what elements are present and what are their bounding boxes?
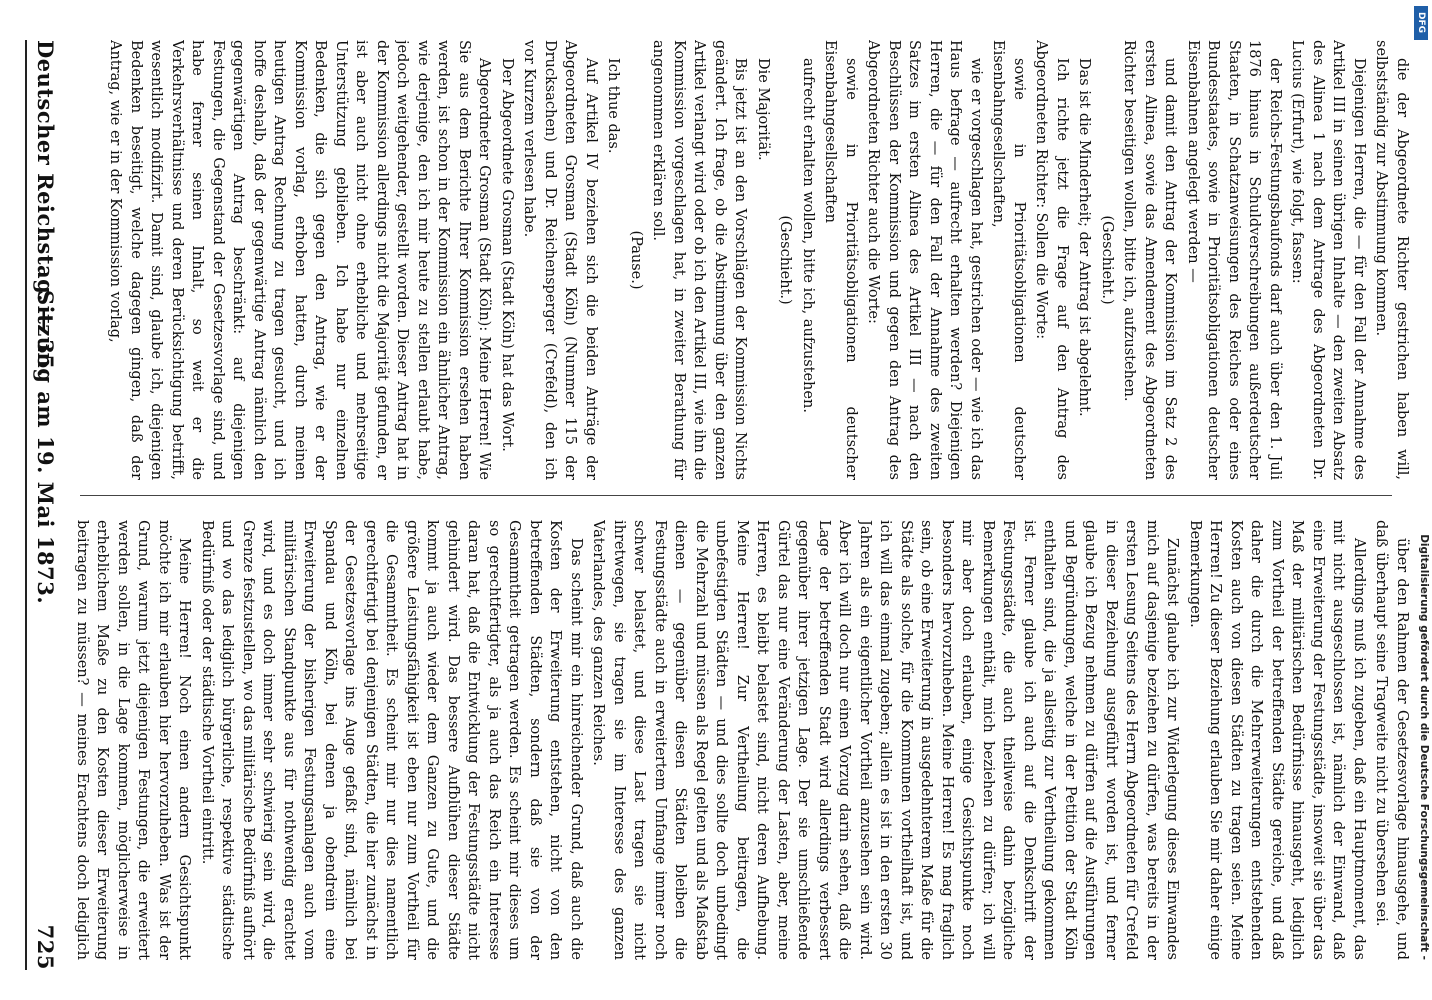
quoted-text: sowie in Prioritätsobligationen deutscher Eisenbahngesellschaften, bbox=[990, 40, 1027, 480]
header-title: Deutscher Reichstag. — 35. bbox=[33, 40, 58, 378]
dfg-logo: DFG bbox=[1414, 6, 1428, 40]
quoted-text: sowie in Prioritätsobligationen deutscher Eisenbahngesellschaften bbox=[822, 40, 859, 480]
text-column-right bbox=[70, 520, 1412, 960]
paragraph: und damit den Antrag der Kommission im Satz 2 des ersten Alinea, sowie das Amendement des Abgeordneten Richter beseitigen wollen, bitte ich, aufzustehen. bbox=[1121, 40, 1179, 480]
stamp-text: Digitalisierung gefördert durch die Deutsche Forschungsgemeinschaft - bbox=[1418, 534, 1430, 960]
stage-direction: (Geschieht.) bbox=[1099, 215, 1115, 305]
paragraph: aufrecht erhalten wollen, bitte ich, aufzustehen. bbox=[800, 58, 816, 413]
paragraph: Ich thue das. bbox=[605, 58, 622, 154]
paragraph: Auf Artikel IV beziehen sich die beiden Anträge der Abgeordneten Grosman (Stadt Köln) (Nummer 115 der Drucksachen) und Dr. Reichensperger (Crefeld), den ich vor Kurzem verlesen habe. bbox=[521, 40, 599, 480]
header-rule bbox=[25, 40, 27, 970]
paragraph: Diejenigen Herren, die — für den Fall der Annahme des Artikel III in seinen übrigen Inhalte — den zweiten Absatz des Alinea 1 nach dem Antrage des Abgeordneten Dr. Lucius (Erfurt), wie folgt, fassen: bbox=[1289, 40, 1367, 480]
page-header bbox=[26, 40, 62, 970]
header-session: Sitzung am 19. Mai 1873. bbox=[33, 290, 58, 605]
paragraph: Das scheint mir ein hinreichender Grund, daß auch die Kosten der Erweiterung entstehen, nicht von den betreffenden Städten, sondern daß sie von der Gesammtheit getragen werden. Es scheint mir dieses um so gerechtfertigter, als ja auch das Reich ein Interesse daran hat, daß die Entwicklung der Festungsstädte nicht gehindert wird. Das bessere Aufblühen dieser Städte kommt ja auch wieder dem Ganzen zu Gute, und die größere Leistungsfähigkeit ist eben nur zum Vortheil für die Gesammtheit. Es scheint mir nur dies namentlich gerechtfertigt bei denjenigen Städten, die hier zunächst in der Gesetzesvorlage ins Auge gefaßt sind, nämlich bei Spandau und Köln, bei denen ja obendrein eine Erweiterung der bisherigen Festungsanlagen auch vom militärischen Standpunkte aus für nothwendig erachtet wird, und es doch immer sehr schwierig sein wird, die Grenze festzustellen, wo das militärische Bedürfniß aufhört und wo das lediglich bürgerliche, respektive städtische Bedürfniß oder der städtische Vortheil eintritt. bbox=[199, 520, 584, 960]
paragraph: die der Abgeordnete Richter gestrichen haben will, selbstständig zur Abstimmung kommen. bbox=[1373, 40, 1410, 480]
paragraph: Ich richte jetzt die Frage auf den Antrag des Abgeordneten Richter: Sollen die Worte: bbox=[1033, 40, 1070, 480]
paragraph: über den Rahmen der Gesetzesvorlage hinausgehe, und daß überhaupt seine Tragweite nicht zu übersehen sei. bbox=[1373, 520, 1410, 960]
stage-direction: (Geschieht.) bbox=[777, 215, 794, 305]
paragraph: wie er vorgeschlagen hat, gestrichen oder — wie ich das Haus befrage — aufrecht erhalten werden? Diejenigen Herren, die — für den Fall der Annahme des zweiten Satzes im ersten Alinea des Artikel III — nach den Beschlüssen der Kommission und gegen den Antrag des Abgeordneten Richter auch die Worte: bbox=[865, 40, 984, 480]
quoted-text: der Reichs-Festungsbaufonds darf auch über den 1. Juli 1876 hinaus in Schuldverschreibungen außerdeutscher Staaten, in Schatzanweisungen des Reiches oder eines Bundesstaates, sowie in Prioritätsobligationen deutscher Eisenbahnen angelegt werden — bbox=[1185, 40, 1283, 480]
paragraph: Meine Herren! Noch einen andern Gesichtspunkt möchte ich mir erlauben hier hervorzuheben. Was ist der Grund, warum jetzt diejenigen Festungen, die erweitert werden sollen, in die Lage kommen, möglicherweise in erheblichem Maße zu den Kosten dieser Erweiterung beitragen zu müssen? — meines Erachtens doch lediglich bbox=[74, 520, 193, 960]
paragraph: Die Majorität. bbox=[755, 58, 771, 161]
text-column-left bbox=[70, 40, 1412, 480]
paragraph: Bis jetzt ist an den Vorschlägen der Kommission Nichts geändert. Ich frage, ob die Abstimmung über den ganzen Artikel verlangt wird oder ob ich den Artikel III, wie ihn die Kommission vorgeschlagen hat, in zweiter Berathung für angenommen erklären soll. bbox=[650, 40, 749, 480]
page-number: 725 bbox=[33, 924, 58, 970]
column-divider bbox=[80, 495, 1392, 496]
paragraph: Das ist die Minderheit; der Antrag ist abgelehnt. bbox=[1076, 58, 1093, 417]
stage-direction: (Pause.) bbox=[628, 230, 644, 290]
paragraph: Allerdings muß ich zugeben, daß ein Hauptmoment, das mit nicht ausgeschlossen ist, nämlich der Einwand, daß eine Erweiterung der Festungsstädte, insoweit sie über das Maß der militärischen Bedürfnisse hinausgeht, lediglich zum Vortheil der betreffenden Städte gereiche, und daß daher die durch die Mehrerweiterungen entstehenden Kosten auch von diesen Städten zu tragen seien. Meine Herren! Zu dieser Beziehung erlauben Sie mir daher einige Bemerkungen. bbox=[1187, 520, 1367, 960]
speech-paragraph: Abgeordneter Grosman (Stadt Köln): Meine Herren! Wie Sie aus dem Berichte Ihrer Kommission ersehen haben werden, ist schon in der Kommission ein ähnlicher Antrag, wie derjenige, den ich mir heute zu stellen erlaubt habe, jedoch weitgehender, gestellt worden. Dieser Antrag hat in der Kommission allerdings nicht die Majorität gefunden, er ist aber auch nicht ohne erhebliche und mehrseitige Unterstützung geblieben. Ich habe nur einzelnen Bedenken, die sich gegen den Antrag, wie er der Kommission vorlag, erhoben hatten, durch meinen heutigen Antrag Rechnung zu tragen gesucht, und ich hoffe deshalb, daß der gegenwärtige Antrag nämlich den gegenwärtigen Antrag beschränkt: auf diejenigen Festungen, die Gegenstand der Gesetzesvorlage sind, und habe ferner seinen Inhalt, so weit er die Verkehrsverhältnisse und deren Berücksichtigung betrifft, wesentlich modifizirt. Damit sind, glaube ich, diejenigen Bedenken beseitigt, welche dagegen gingen, daß der Antrag, wie er in der Kommission vorlag, bbox=[107, 40, 493, 480]
paragraph: Der Abgeordnete Grosman (Stadt Köln) hat das Wort. bbox=[499, 58, 515, 452]
digitization-stamp bbox=[1412, 40, 1430, 960]
paragraph: Zunächst glaube ich zur Widerlegung dieses Einwandes mich auf dasjenige beziehen zu dürfen, was bereits in der ersten Lesung Seitens des Herrn Abgeordneten für Crefeld in dieser Beziehung ausgeführt worden ist, und ferner glaube ich Bezug nehmen zu dürfen auf die Ausführungen und Begründungen, welche in der Petition der Stadt Köln enthalten sind, die ja allseitig zur Vertheilung gekommen ist. Ferner glaube ich auch auf die Denkschrift der Festungsstädte, die auch theilweise dahin bezügliche Bemerkungen enthält, mich beziehen zu dürfen; ich will mir aber doch erlauben, einige Gesichtspunkte noch besonders hervorzuheben. Meine Herren! Es mag fraglich sein, ob eine Erweiterung in ausgedehnterem Maße für die Städte als solche, für die Kommunen vortheilhaft ist, und ich will das einmal zugeben; allein es ist in den ersten 30 Jahren als ein eigentlicher Vortheil anzusehen sein wird. Aber ich will doch nur einen Vorzug darin sehen, daß die Lage der betreffenden Stadt wird allerdings verbessert gegenüber ihrer jetzigen Lage. Der sie umschließende Gürtel das nur eine Veränderung der Lasten, aber, meine Herren, es bleibt belastet sind, nicht deren Aufhebung. Meine Herren! Zur Vertheilung beitragen, die unbefestigten Städten — und dies sollte doch unbedingt die Mehrzahl und müssen als Regel gelten und als Maßstab dienen — gegenüber diesen Städten bleiben die Festungsstädte auch in erweitertem Umfange immer noch schwer belastet, und diese Last tragen sie nicht ihretwegen, sie tragen sie im Interesse des ganzen Vaterlandes, des ganzen Reiches. bbox=[590, 520, 1181, 960]
